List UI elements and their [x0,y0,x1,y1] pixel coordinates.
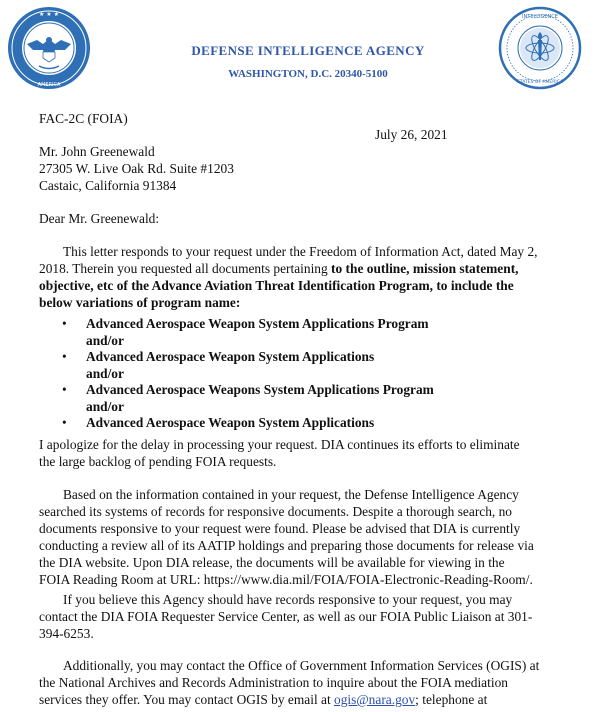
paragraph-1-line-4: below variations of program name: [39,295,241,310]
paragraph-3-line-5: the DIA website. Upon DIA release, the documents will be available for viewing in the [39,555,505,570]
paragraph-4-line-1: If you believe this Agency should have records responsive to your request, you may [63,592,513,607]
paragraph-5-line-1: Additionally, you may contact the Office of Government Information Services (OGIS) at [63,658,540,673]
list-bullet: • [62,316,67,331]
letter-date: July 26, 2021 [375,127,448,142]
svg-text:★ ★ ★: ★ ★ ★ [39,11,59,18]
agency-name: DEFENSE INTELLIGENCE AGENCY [191,43,425,58]
program-name-item-4: Advanced Aerospace Weapon System Applications [86,415,375,430]
paragraph-5-line-3-end: ; telephone at [415,692,488,707]
program-name-item-1: Advanced Aerospace Weapon System Applications Program [86,316,429,331]
recipient-street: 27305 W. Live Oak Rd. Suite #1203 [39,161,234,176]
paragraph-5-line-3 [39,691,487,708]
paragraph-3-line-1: Based on the information contained in your request, the Defense Intelligence Agency [63,487,519,502]
program-name-item-3: Advanced Aerospace Weapons System Applications Program [86,382,434,397]
svg-text:INTELLIGENCE: INTELLIGENCE [522,14,558,20]
list-bullet: • [62,415,67,430]
reference-code: FAC-2C (FOIA) [39,111,128,126]
and-or-3: and/or [86,399,124,414]
recipient-city: Castaic, California 91384 [39,178,177,193]
paragraph-1-line-2-bold: to the outline, mission statement, [331,261,519,276]
recipient-name: Mr. John Greenewald [39,144,155,159]
agency-address: WASHINGTON, D.C. 20340-5100 [228,68,388,80]
program-name-item-2: Advanced Aerospace Weapon System Applications [86,349,375,364]
paragraph-3-line-3: documents responsive to your request were found. Please be advised that DIA is currently [39,521,521,536]
paragraph-2-line-2: the large backlog of pending FOIA requests. [39,454,277,469]
svg-text:STATES OF AMERICA: STATES OF AMERICA [517,80,563,85]
paragraph-3-line-6: FOIA Reading Room at URL: https://www.dia.mil/FOIA/FOIA-Electronic-Reading-Room/. [39,572,533,587]
paragraph-3-line-2: searched its systems of records for responsive documents. Despite a thorough search, no [39,504,513,519]
svg-text:AMERICA: AMERICA [37,82,61,88]
paragraph-4-line-3: 394-6253. [39,626,94,641]
ogis-email-link[interactable]: ogis@nara.gov [334,692,416,707]
list-bullet: • [62,382,67,397]
paragraph-2-line-1: I apologize for the delay in processing your request. DIA continues its efforts to eliminate [39,437,520,452]
paragraph-5-line-2: the National Archives and Records Administration to inquire about the FOIA mediation [39,675,508,690]
paragraph-1-line-1: This letter responds to your request under the Freedom of Information Act, dated May 2, [63,244,538,259]
paragraph-1-line-2 [39,260,519,277]
and-or-2: and/or [86,366,124,381]
paragraph-5-line-3-start: services they offer. You may contact OGIS by email at [39,692,335,707]
paragraph-1-line-3: objective, etc of the Advance Aviation Threat Identification Program, to include the [39,278,514,293]
list-bullet: • [62,349,67,364]
paragraph-1-line-2-plain: 2018. Therein you requested all documents pertaining [39,261,332,276]
salutation: Dear Mr. Greenewald: [39,211,160,226]
paragraph-4-line-2: contact the DIA FOIA Requester Service Center, as well as our FOIA Public Liaison at 301- [39,609,533,624]
and-or-1: and/or [86,333,124,348]
paragraph-3-line-4: conducting a review all of its AATIP holdings and preparing those documents for release via [39,538,534,553]
